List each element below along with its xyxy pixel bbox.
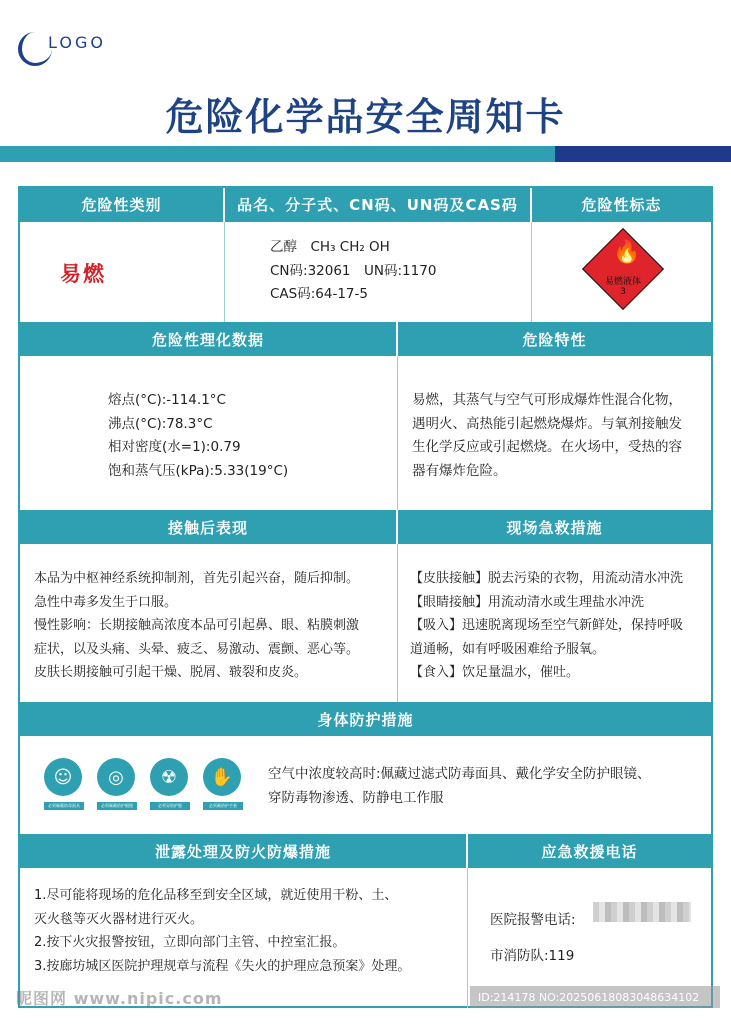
protective-suit-icon: ☢ xyxy=(150,758,188,796)
divider xyxy=(224,222,225,322)
first-aid-line: 【皮肤接触】脱去污染的衣物，用流动清水冲洗 xyxy=(410,571,684,586)
sign-class: 3 xyxy=(620,287,626,297)
exposure-line: 急性中毒多发生于口服。 xyxy=(34,594,178,610)
physchem-line: 熔点(°C):-114.1°C xyxy=(108,392,226,408)
identity-cas: CAS码:64-17-5 xyxy=(270,286,368,302)
gloves-icon: ✋ xyxy=(203,758,241,796)
hazard-props-line: 遇明火、高热能引起燃烧爆炸。与氧剂接触发 xyxy=(412,415,682,432)
first-aid-block xyxy=(410,567,683,685)
spill-line: 1.尽可能将现场的危化品移至到安全区域，就近使用干粉、土、 xyxy=(34,888,398,903)
flame-icon: 🔥 xyxy=(613,240,641,265)
hazard-props-block xyxy=(412,389,682,483)
ppe-tag: 必须佩戴防毒面具 xyxy=(44,802,84,810)
divider xyxy=(397,544,398,702)
header-name-formula: 品名、分子式、CN码、UN码及CAS码 xyxy=(225,186,530,222)
exposure-line: 本品为中枢神经系统抑制剂，首先引起兴奋，随后抑制。 xyxy=(34,571,360,586)
ppe-item xyxy=(44,758,84,810)
spill-line: 灭火毯等灭火器材进行灭火。 xyxy=(34,911,204,927)
page-title: 危险化学品安全周知卡 xyxy=(165,95,566,139)
ppe-item xyxy=(203,758,243,810)
exposure-line: 皮肤长期接触可引起干燥、脱屑、皲裂和皮炎。 xyxy=(34,665,308,680)
physchem-block xyxy=(108,389,288,483)
title-band-accent xyxy=(555,146,731,162)
spill-block xyxy=(34,884,410,978)
ppe-item xyxy=(97,758,137,810)
first-aid-line: 道通畅，如有呼吸困难给予服氧。 xyxy=(410,641,606,657)
header-hazard-category: 危险性类别 xyxy=(20,186,223,222)
exposure-block xyxy=(34,567,359,685)
logo-mark xyxy=(18,32,52,66)
identity-name-formula: 乙醇 CH₃ CH₂ OH xyxy=(270,239,390,255)
site-watermark: 昵图网 www.nipic.com xyxy=(16,989,223,1008)
id-watermark: ID:214178 NO:20250618083048634102 xyxy=(470,986,720,1008)
protection-line: 空气中浓度较高时:佩藏过滤式防毒面具、戴化学安全防护眼镜、 xyxy=(268,766,651,782)
logo-text: LOGO xyxy=(48,33,106,52)
physchem-line: 沸点(°C):78.3°C xyxy=(108,415,213,432)
identity-cn-un: CN码:32061 UN码:1170 xyxy=(270,262,437,279)
header-exposure: 接触后表现 xyxy=(20,510,396,544)
ppe-tag: 必须戴防护手套 xyxy=(203,802,243,810)
hospital-phone-label: 医院报警电话: xyxy=(490,912,576,928)
header-first-aid: 现场急救措施 xyxy=(398,510,711,544)
header-spill: 泄露处理及防火防爆措施 xyxy=(20,834,466,868)
ppe-tag: 必须穿防护服 xyxy=(150,802,190,810)
divider xyxy=(531,222,532,322)
hazard-props-line: 易燃，其蒸气与空气可形成爆炸性混合化物， xyxy=(412,392,682,408)
spill-line: 2.按下火灾报警按钮，立即向部门主管、中控室汇报。 xyxy=(34,935,346,950)
divider xyxy=(467,868,468,1008)
protection-block xyxy=(268,762,651,810)
header-emergency-phone: 应急救援电话 xyxy=(468,834,711,868)
spill-line: 3.按廊坊城区医院护理规章与流程《失火的护理应急预案》处理。 xyxy=(34,958,411,974)
physchem-line: 饱和蒸气压(kPa):5.33(19°C) xyxy=(108,462,289,479)
exposure-line: 症状，以及头痛、头晕、疲乏、易激动、震颤、恶心等。 xyxy=(34,641,360,657)
hazard-category-value: 易燃 xyxy=(60,262,106,286)
header-hazard-sign: 危险性标志 xyxy=(532,186,711,222)
goggles-icon: ◎ xyxy=(97,758,135,796)
first-aid-line: 【吸入】迅速脱离现场至空气新鲜处，保持呼吸 xyxy=(410,618,684,633)
physchem-line: 相对密度(水=1):0.79 xyxy=(108,439,241,455)
hazard-props-line: 生化学反应或引起燃烧。在火场中，受热的容 xyxy=(412,439,682,455)
sign-label: 易燃液体 xyxy=(604,277,641,287)
hazard-props-line: 器有爆炸危险。 xyxy=(412,462,507,479)
flammable-liquid-sign xyxy=(582,228,664,310)
header-protection: 身体防护措施 xyxy=(20,702,711,736)
header-hazard-props: 危险特性 xyxy=(398,322,711,356)
logo xyxy=(18,28,128,64)
first-aid-line: 【眼睛接触】用流动清水或生理盐水冲洗 xyxy=(410,594,645,610)
divider xyxy=(397,356,398,510)
header-physchem: 危险性理化数据 xyxy=(20,322,396,356)
protection-line: 穿防毒物渗透、防静电工作服 xyxy=(268,790,444,806)
phone-block xyxy=(490,902,576,974)
identity-block xyxy=(270,236,436,307)
exposure-line: 慢性影响：长期接触高浓度本品可引起鼻、眼、粘膜刺激 xyxy=(34,618,360,633)
ppe-item xyxy=(150,758,190,810)
fire-phone: 市消防队:119 xyxy=(490,948,575,964)
ppe-icons xyxy=(44,758,244,818)
hospital-phone-redacted xyxy=(593,902,691,922)
first-aid-line: 【食入】饮足量温水，催吐。 xyxy=(410,665,580,680)
title-band-notch xyxy=(540,146,556,162)
gas-mask-icon: ☺ xyxy=(44,758,82,796)
ppe-tag: 必须佩戴防护眼镜 xyxy=(97,802,137,810)
